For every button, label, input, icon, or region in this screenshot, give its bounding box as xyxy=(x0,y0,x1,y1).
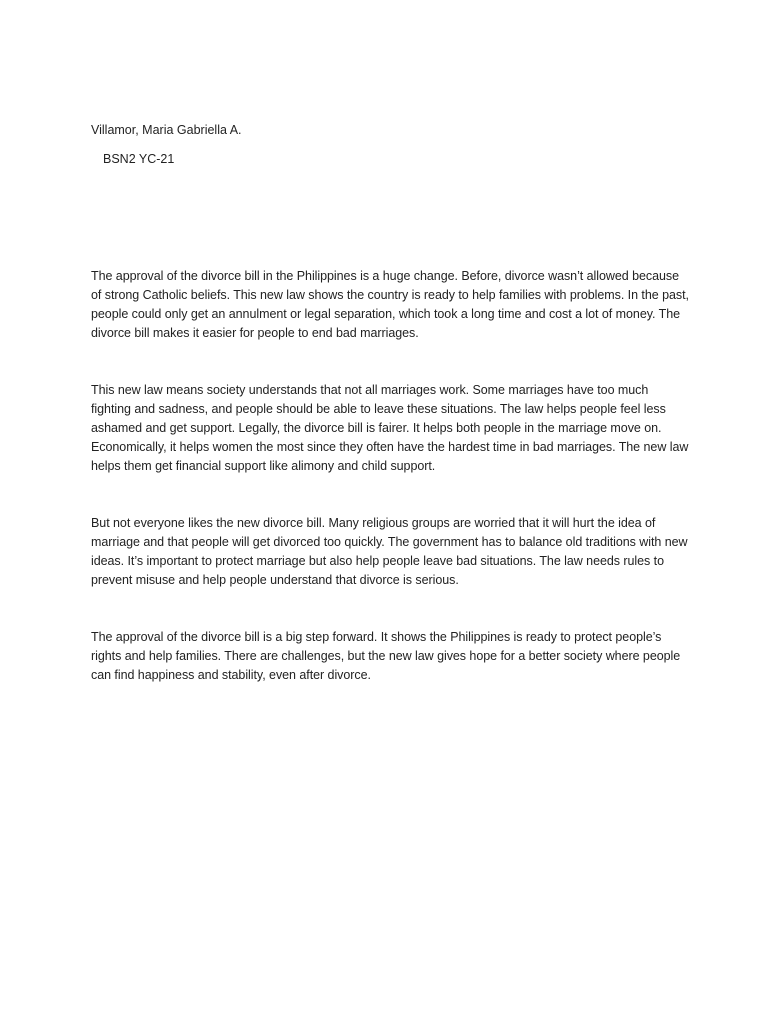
essay-body xyxy=(91,267,691,685)
paragraph-2: This new law means society understands that not all marriages work. Some marriages have too much fighting and sadness, and people should be able to leave these situations. The law helps people feel less ashamed and get support. Legally, the divorce bill is fairer. It helps both people in the marriage move on. Economically, it helps women the most since they often have the hardest time in bad marriages. The new law helps them get financial support like alimony and child support. xyxy=(91,383,689,473)
paragraph-4: The approval of the divorce bill is a big step forward. It shows the Philippines is ready to protect people’s rights and help families. There are challenges, but the new law gives hope for a better society where people can find happiness and stability, even after divorce. xyxy=(91,630,681,682)
paragraph-3: But not everyone likes the new divorce bill. Many religious groups are worried that it will hurt the idea of marriage and that people will get divorced too quickly. The government has to balance old traditions with new ideas. It’s important to protect marriage but also help people leave bad situations. The law needs rules to prevent misuse and help people understand that divorce is serious. xyxy=(91,516,688,587)
class-section: BSN2 YC-21 xyxy=(103,152,175,166)
author-name: Villamor, Maria Gabriella A. xyxy=(91,123,242,137)
paragraph-1: The approval of the divorce bill in the Philippines is a huge change. Before, divorce wasn’t allowed because of strong Catholic beliefs. This new law shows the country is ready to help families with problems. In the past, people could only get an annulment or legal separation, which took a long time and cost a lot of money. The divorce bill makes it easier for people to end bad marriages. xyxy=(91,269,689,340)
